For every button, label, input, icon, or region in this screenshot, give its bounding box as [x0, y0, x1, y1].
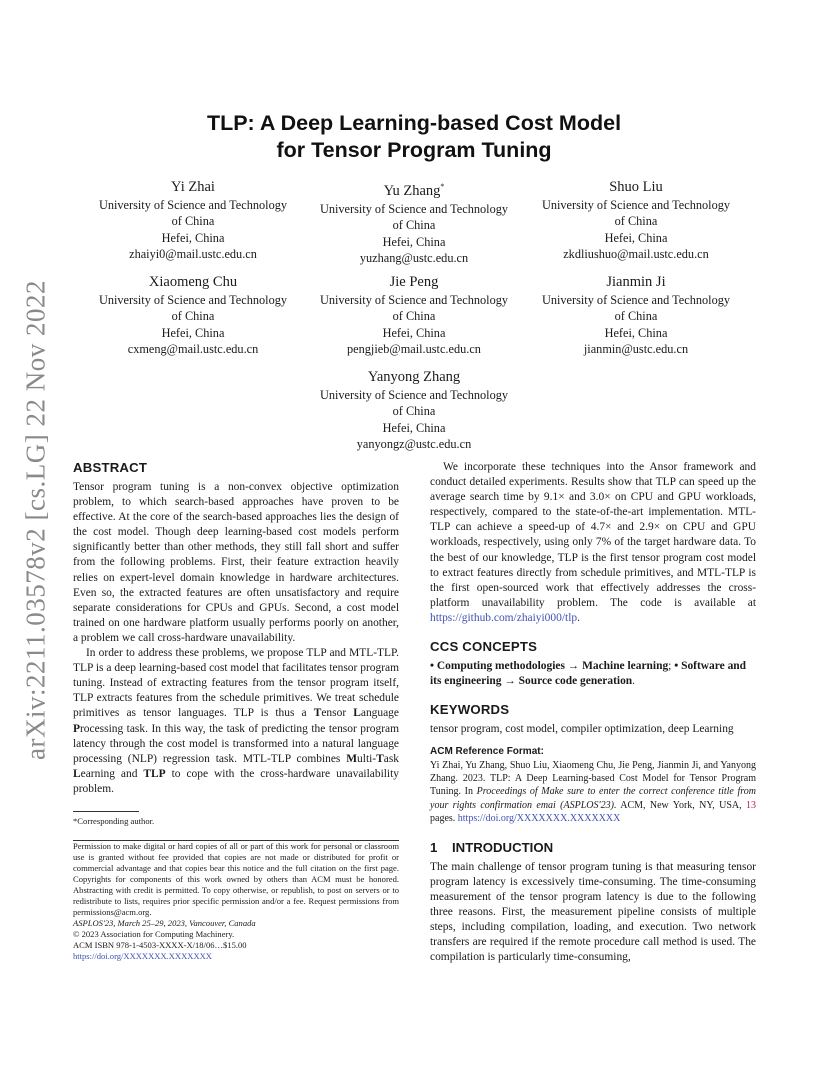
abstract-paragraph-3: We incorporate these techniques into the Ansor framework and conduct detailed experiments. Results show that TLP can speed up the average search time by 9.1× and 3.0× on CPU and GPU workloads, respectively, compared to the state-of-the-art implementation. MTL-TLP can achieve a speed-up of 4.7× and 2.9× on CPU and GPU workloads, respectively, using only 7% of the target hardware data. To the best of our knowledge, TLP is the first tensor program cost model to extract features directly from schedule primitives, and MTL-TLP is the first open-sourced work that effectively addresses the cross-platform unavailability problem. The code is available at https://github.com/zhaiyi000/tlp. — [430, 461, 756, 624]
author-block — [527, 273, 745, 358]
acm-reference-heading: ACM Reference Format: — [430, 745, 544, 757]
isbn: ACM ISBN 978-1-4503-XXXX-X/18/06…$15.00 — [73, 939, 247, 950]
venue: ASPLOS'23, March 25–29, 2023, Vancouver, Canada — [73, 917, 256, 928]
author-affiliation: University of Science and Technology — [98, 293, 288, 307]
author-block — [84, 178, 302, 263]
author-name: Xiaomeng Chu — [148, 274, 238, 290]
author-name: Shuo Liu — [609, 179, 663, 195]
title-line-2: for Tensor Program Tuning — [276, 138, 552, 162]
introduction-heading: 1 INTRODUCTION — [430, 839, 554, 855]
author-email: cxmeng@mail.ustc.edu.cn — [127, 342, 259, 357]
author-city: Hefei, China — [161, 325, 225, 340]
author-block — [305, 368, 523, 453]
author-city: Hefei, China — [161, 230, 225, 245]
author-affiliation-2: of China — [171, 309, 215, 324]
author-email: yuzhang@ustc.edu.cn — [359, 251, 469, 266]
abstract-paragraph-1: Tensor program tuning is a non-convex objective optimization problem, to which search-based approaches have proven to be effective. At the core of the search-based approaches lies the design of the cost model. Though deep learning-based cost models perform significantly better than other methods, they still fall short and suffer from the following problems. First, their feature extraction heavily relies on expert-level domain knowledge in hardware architectures. Even so, the extracted features are often unsatisfactory and require separate considerations for CPUs and GPUs. Second, a cost model trained on one hardware platform usually performs poorly on another, a problem we call cross-hardware unavailability. — [73, 481, 399, 644]
author-affiliation-2: of China — [392, 309, 436, 324]
acm-reference: Yi Zhai, Yu Zhang, Shuo Liu, Xiaomeng Chu, Jie Peng, Jianmin Ji, and Yanyong Zhang. 2023. TLP: A Deep Learning-based Cost Model for Tensor Program Tuning. In Proceedings of Make sure to enter the correct conference title from your rights confirmation emai (ASPLOS'23). ACM, New York, NY, USA, 13 pages. https://doi.org/XXXXXXX.XXXXXXX — [430, 759, 757, 825]
author-name: Yi Zhai — [171, 179, 215, 195]
ccs-concepts: • Computing methodologies → Machine learning; • Software and its engineering → Source code generation. — [430, 660, 747, 688]
abstract-heading: ABSTRACT — [73, 460, 148, 475]
permission-text: Permission to make digital or hard copies of all or part of this work for personal or classroom use is granted without fee provided that copies are not made or distributed for profit or commercial advantage and that copies bear this notice and the full citation on the first page. Copyrights for components of this work owned by others than ACM must be honored. Abstracting with credit is permitted. To copy otherwise, or republish, to post on servers or to redistribute to lists, requires prior specific permission and/or a fee. Request permissions from permissions@acm.org. — [73, 840, 399, 917]
paper-title — [100, 110, 728, 164]
doi-link[interactable]: https://doi.org/XXXXXXX.XXXXXXX — [73, 950, 212, 961]
author-city: Hefei, China — [604, 325, 668, 340]
author-affiliation: University of Science and Technology — [541, 198, 731, 212]
title-line-1: TLP: A Deep Learning-based Cost Model — [206, 111, 622, 135]
author-email: jianmin@ustc.edu.cn — [583, 342, 689, 357]
author-affiliation-2: of China — [171, 214, 215, 229]
ccs-heading: CCS CONCEPTS — [430, 639, 538, 655]
permission-block — [73, 841, 399, 961]
right-column — [430, 460, 756, 965]
code-link[interactable]: https://github.com/zhaiyi000/tlp — [430, 611, 578, 624]
author-affiliation: University of Science and Technology — [319, 293, 509, 307]
author-block — [305, 178, 523, 266]
author-city: Hefei, China — [382, 234, 446, 249]
author-email: pengjieb@mail.ustc.edu.cn — [347, 342, 481, 357]
copyright: © 2023 Association for Computing Machinery. — [73, 928, 235, 939]
author-affiliation: University of Science and Technology — [98, 198, 288, 212]
footnote-rule — [73, 811, 139, 812]
author-block — [84, 273, 302, 358]
author-affiliation-2: of China — [614, 309, 658, 324]
introduction-paragraph: The main challenge of tensor program tuning is that measuring tensor program latency is excessively time-consuming. The time-consuming measurement of the tensor program latency is due to the following three reasons. First, the measurement pipeline consists of multiple steps, including compilation, loading, and execution. Two network transfers are required if the remote procedure call method is used. The compilation is particularly time-consuming, — [430, 860, 756, 964]
author-email: zkdliushuo@mail.ustc.edu.cn — [563, 247, 709, 262]
corresponding-mark: * — [440, 182, 445, 191]
arxiv-id: arXiv:2211.03578v2 [cs.LG] 22 Nov 2022 — [20, 280, 51, 760]
author-affiliation-2: of China — [392, 218, 436, 233]
arxiv-stamp — [16, 280, 56, 760]
author-block — [305, 273, 523, 358]
author-affiliation: University of Science and Technology — [319, 201, 509, 216]
reference-doi-link[interactable]: https://doi.org/XXXXXXX.XXXXXXX — [457, 813, 621, 825]
author-name: Jianmin Ji — [606, 274, 666, 290]
author-city: Hefei, China — [382, 420, 446, 435]
abstract-paragraph-2: In order to address these problems, we propose TLP and MTL-TLP. TLP is a deep learning-based cost model that facilitates tensor program tuning. Instead of extracting features from the tensor program itself, TLP extracts features from the schedule primitives. We treat schedule primitives as tensor languages. TLP is thus a Tensor Language Processing task. In this way, the task of predicting the tensor program latency through the cost model is transformed into a natural language processing (NLP) regression task. MTL-TLP combines Multi-Task Learning and TLP to cope with the cross-hardware unavailability problem. — [73, 647, 399, 795]
author-city: Hefei, China — [604, 230, 668, 245]
author-affiliation-2: of China — [392, 404, 436, 419]
author-email: yanyongz@ustc.edu.cn — [356, 437, 472, 452]
author-email: zhaiyi0@mail.ustc.edu.cn — [129, 247, 257, 262]
author-name: Yu Zhang — [383, 182, 441, 199]
author-affiliation: University of Science and Technology — [319, 388, 509, 402]
keywords-heading: KEYWORDS — [430, 702, 510, 718]
left-column — [73, 460, 399, 961]
author-affiliation: University of Science and Technology — [541, 293, 731, 307]
author-affiliation-2: of China — [614, 214, 658, 229]
author-name: Jie Peng — [389, 274, 439, 290]
corresponding-author-footnote: *Corresponding author. — [73, 815, 155, 826]
author-block — [527, 178, 745, 263]
keywords-text: tensor program, cost model, compiler optimization, deep Learning — [430, 723, 734, 736]
author-city: Hefei, China — [382, 325, 446, 340]
author-name: Yanyong Zhang — [367, 369, 461, 385]
